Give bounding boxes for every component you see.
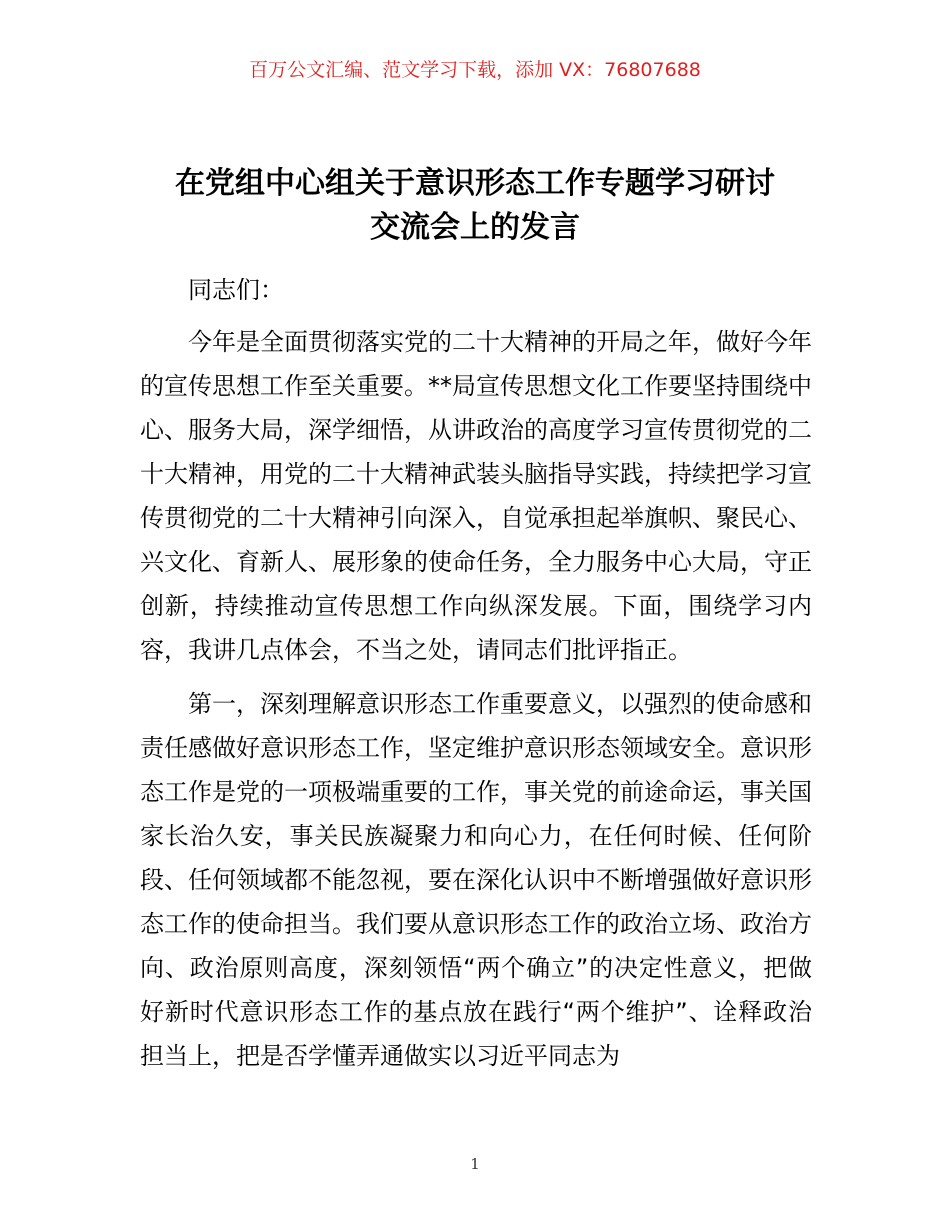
title-line-1: 在党组中心组关于意识形态工作专题学习研讨	[175, 166, 775, 201]
salutation: 同志们：	[188, 276, 284, 304]
title-line-2: 交流会上的发言	[370, 210, 580, 245]
page-number: 1	[470, 1155, 480, 1173]
document-title	[120, 162, 830, 250]
header-banner: 百万公文汇编、范文学习下载，添加 VX：76807688	[249, 59, 701, 81]
paragraph-first-point: 第一，深刻理解意识形态工作重要意义，以强烈的使命感和责任感做好意识形态工作，坚定维护意识形态领域安全。意识形态工作是党的一项极端重要的工作，事关党的前途命运，事关国家长治久安，事关民族凝聚力和向心力，在任何时候、任何阶段、任何领域都不能忽视，要在深化认识中不断增强做好意识形态工作的使命担当。我们要从意识形态工作的政治立场、政治方向、政治原则高度，深刻领悟“两个确立”的决定性意义，把做好新时代意识形态工作的基点放在践行“两个维护”、诠释政治担当上，把是否学懂弄通做实以习近平同志为	[140, 690, 812, 1070]
document-body	[140, 268, 812, 1088]
paragraph-intro: 今年是全面贯彻落实党的二十大精神的开局之年，做好今年的宣传思想工作至关重要。**局宣传思想文化工作要坚持围绕中心、服务大局，深学细悟，从讲政治的高度学习宣传贯彻党的二十大精神，用党的二十大精神武装头脑指导实践，持续把学习宣传贯彻党的二十大精神引向深入，自觉承担起举旗帜、聚民心、兴文化、育新人、展形象的使命任务，全力服务中心大局，守正创新，持续推动宣传思想工作向纵深发展。下面，围绕学习内容，我讲几点体会，不当之处，请同志们批评指正。	[140, 328, 812, 664]
